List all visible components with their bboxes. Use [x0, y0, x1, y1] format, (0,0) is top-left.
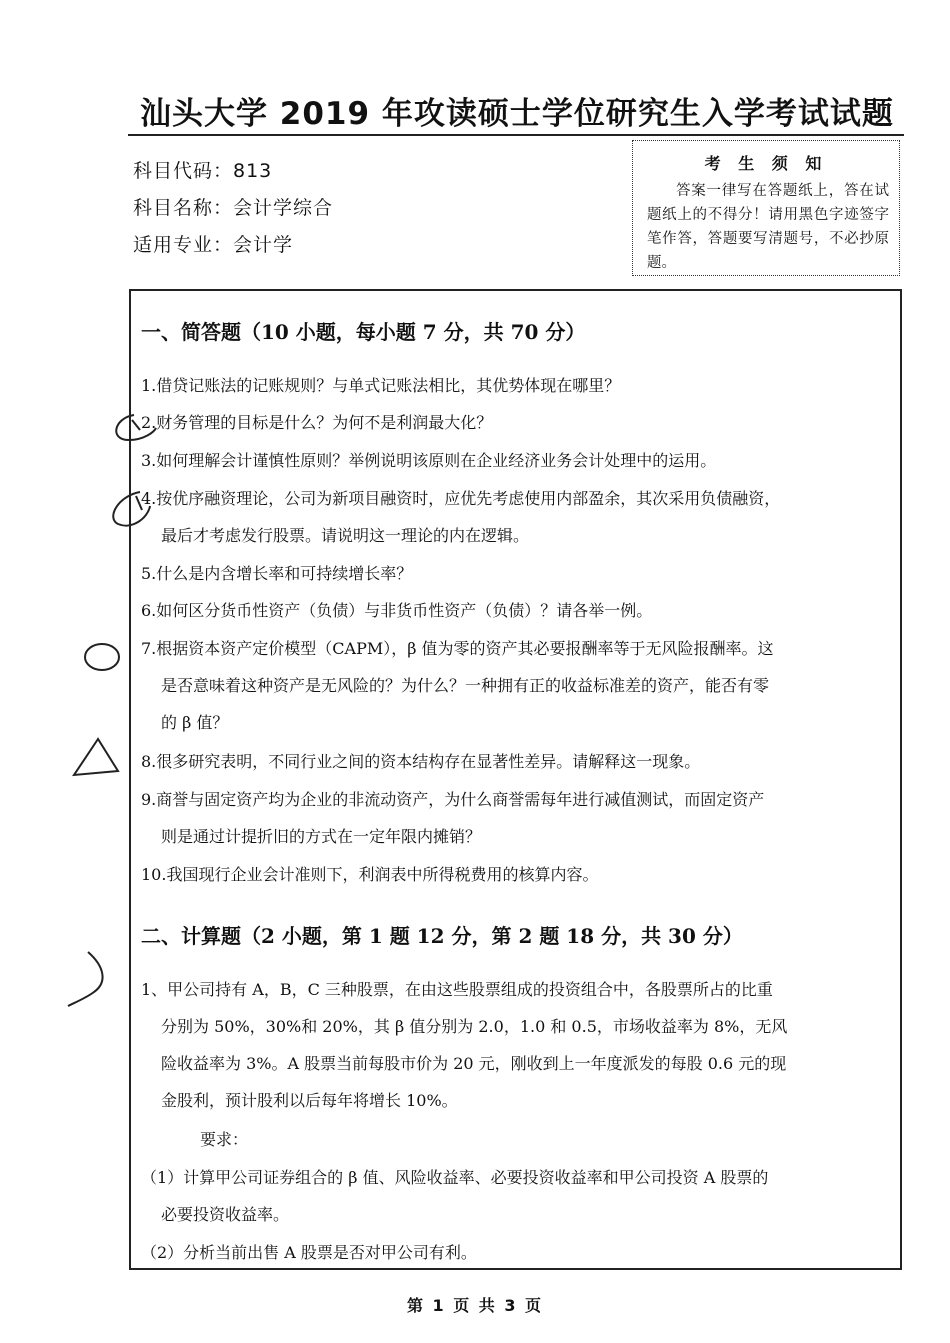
subject-name: 科目名称：会计学综合 [133, 197, 334, 219]
page-footer: 第 1 页 共 3 页 [406, 1296, 544, 1315]
calc-question-1: 1、甲公司持有 A，B，C 三种股票，在由这些股票组成的投资组合中，各股票所占的比重 分别为 50%，30%和 20%，其 β 值分别为 2.0，1.0 和 0.5，市场收益率为 8%，无风 险收益率为 3%。A 股票当前每股市价为 20 元，刚收到上一年度派发的每股 0.6 元的现 金股利，预计股利以后每年将增长 10%。 [141, 980, 788, 1110]
notice-body: 答案一律写在答题纸上，答在试题纸上的不得分！请用黑色字迹签字笔作答，答题要写清题号，不必抄原题。 [647, 183, 889, 271]
handwritten-check-section2 [64, 948, 120, 1010]
section2-heading: 二、计算题（2 小题，第 1 题 12 分，第 2 题 18 分，共 30 分） [141, 924, 743, 948]
question-7: 7.根据资本资产定价模型（CAPM），β 值为零的资产其必要报酬率等于无风险报酬率。这 是否意味着这种资产是无风险的？为什么？一种拥有正的收益标准差的资产，能否有零 的 β 值？ [141, 639, 774, 732]
section1-heading: 一、简答题（10 小题，每小题 7 分，共 70 分） [141, 320, 586, 344]
handwritten-triangle-q8 [68, 735, 124, 781]
question-4: 4.按优序融资理论，公司为新项目融资时，应优先考虑使用内部盈余，其次采用负债融资， 最后才考虑发行股票。请说明这一理论的内在逻辑。 [141, 489, 781, 545]
question-6: 6.如何区分货币性资产（负债）与非货币性资产（负债）？请各举一例。 [141, 601, 653, 620]
notice-title: 考 生 须 知 [704, 154, 828, 173]
question-1: 1.借贷记账法的记账规则？与单式记账法相比，其优势体现在哪里？ [141, 376, 621, 395]
handwritten-mark-q2 [104, 410, 164, 450]
applicable-major: 适用专业：会计学 [133, 234, 294, 256]
question-10: 10.我国现行企业会计准则下，利润表中所得税费用的核算内容。 [141, 865, 599, 884]
question-3: 3.如何理解会计谨慎性原则？举例说明该原则在企业经济业务会计处理中的运用。 [141, 451, 717, 470]
requirement-2: （2）分析当前出售 A 股票是否对甲公司有利。 [141, 1243, 477, 1262]
title-underline [128, 134, 904, 136]
handwritten-mark-q4 [100, 488, 164, 532]
subject-code: 科目代码：813 [133, 160, 273, 182]
candidate-notice-box [632, 140, 900, 276]
question-9: 9.商誉与固定资产均为企业的非流动资产，为什么商誉需每年进行减值测试，而固定资产 则是通过计提折旧的方式在一定年限内摊销？ [141, 790, 765, 846]
requirement-1: （1）计算甲公司证券组合的 β 值、风险收益率、必要投资收益率和甲公司投资 A 股票的 必要投资收益率。 [141, 1168, 769, 1224]
handwritten-circle-q7 [82, 640, 124, 674]
exam-title: 汕头大学 2019 年攻读硕士学位研究生入学考试试题 [140, 96, 894, 132]
question-8: 8.很多研究表明，不同行业之间的资本结构存在显著性差异。请解释这一现象。 [141, 752, 701, 771]
question-2: 2.财务管理的目标是什么？为何不是利润最大化？ [141, 413, 493, 432]
question-5: 5.什么是内含增长率和可持续增长率？ [141, 564, 413, 583]
requirement-label: 要求： [200, 1130, 249, 1149]
